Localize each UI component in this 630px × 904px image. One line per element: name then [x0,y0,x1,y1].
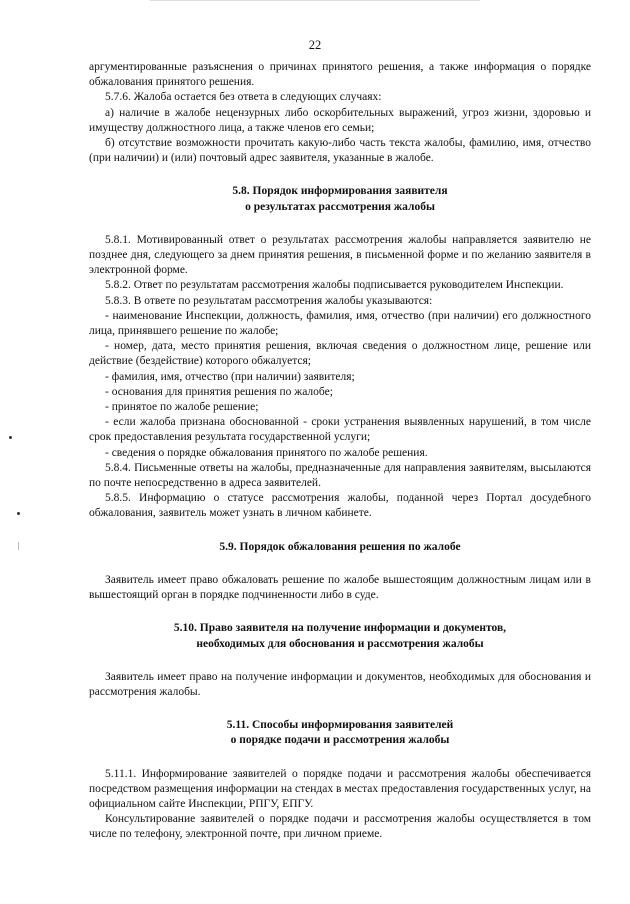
section-heading-5-8 [89,184,591,214]
paragraph: 5.8.3. В ответе по результатам рассмотрения жалобы указываются: [105,294,433,307]
paragraph: 5.8.1. Мотивированный ответ о результатах рассмотрения жалобы направляется заявителю не позднее дня, следующего за днем принятия решения, в письменной форме и по желанию заявителя в электронной форме. [89,233,591,277]
paragraph: Заявитель имеет право на получение информации и документов, необходимых для обоснования и рассмотрения жалобы. [89,670,591,698]
list-item: - фамилия, имя, отчество (при наличии) заявителя; [105,370,355,383]
list-item: - принятое по жалобе решение; [105,401,259,414]
heading-line: 5.11. Способы информирования заявителей [226,719,454,732]
heading-line: о результатах рассмотрения жалобы [245,200,435,213]
document-body [89,60,591,843]
heading-line: необходимых для обоснования и рассмотрения жалобы [196,637,484,650]
heading-line: 5.8. Порядок информирования заявителя [232,185,448,198]
paragraph: а) наличие в жалобе нецензурных либо оскорбительных выражений, угроз жизни, здоровью и имуществу должностного лица, а также членов его семьи; [89,106,591,134]
paragraph: 5.8.2. Ответ по результатам рассмотрения жалобы подписывается руководителем Инспекции. [105,279,564,292]
paragraph: 5.11.1. Информирование заявителей о порядке подачи и рассмотрения жалобы обеспечивается посредством размещения информации на стендах в местах предоставления государственных услуг, на официальном сайте Инспекции, РПГУ, ЕПГУ. [89,767,591,810]
page-number: 22 [308,38,322,52]
list-item: - номер, дата, место принятия решения, включая сведения о должностном лице, решение или действие (бездействие) которого обжалуется; [89,340,591,368]
paragraph: Заявитель имеет право обжаловать решение по жалобе вышестоящим должностным лицам или в вышестоящий орган в порядке подчиненности либо в суде. [89,573,591,602]
heading-line: 5.9. Порядок обжалования решения по жалобе [219,540,461,553]
paragraph: 5.8.5. Информацию о статусе рассмотрения жалобы, поданной через Портал досудебного обжалования, заявитель может узнать в личном кабинете. [89,492,591,520]
scan-speck [9,436,12,439]
list-item: - основания для принятия решения по жалобе; [105,385,333,398]
scan-speck [17,512,20,515]
paragraph: 5.7.6. Жалоба остается без ответа в следующих случаях: [105,91,382,104]
section-heading-5-9 [89,540,591,555]
heading-line: 5.10. Право заявителя на получение информации и документов, [173,622,507,635]
section-heading-5-10 [89,621,591,651]
heading-line: о порядке подачи и рассмотрения жалобы [230,734,450,747]
list-item: - если жалоба признана обоснованной - сроки устранения выявленных нарушений, в том числе срок предоставления результата государственной услуги; [89,416,591,444]
paragraph: Консультирование заявителей о порядке подачи и рассмотрения жалобы осуществляется в том числе по телефону, электронной почте, при личном приеме. [89,813,591,841]
scan-mark [18,542,19,550]
paragraph: б) отсутствие возможности прочитать какую-либо часть текста жалобы, фамилию, имя, отчество (при наличии) и (или) почтовый адрес заявителя, указанные в жалобе. [89,137,591,165]
paragraph: 5.8.4. Письменные ответы на жалобы, предназначенные для направления заявителям, высылаются по почте непосредственно в адреса заявителей. [89,461,591,490]
paragraph: аргументированные разъяснения о причинах принятого решения, а также информация о порядке обжалования принятого решения. [89,61,591,89]
section-heading-5-11 [89,718,591,748]
list-item: - сведения о порядке обжалования принятого по жалобе решения. [105,446,428,459]
scan-edge-line [150,0,480,1]
list-item: - наименование Инспекции, должность, фамилия, имя, отчество (при наличии) его должностного лица, принявшего решение по жалобе; [89,309,591,338]
